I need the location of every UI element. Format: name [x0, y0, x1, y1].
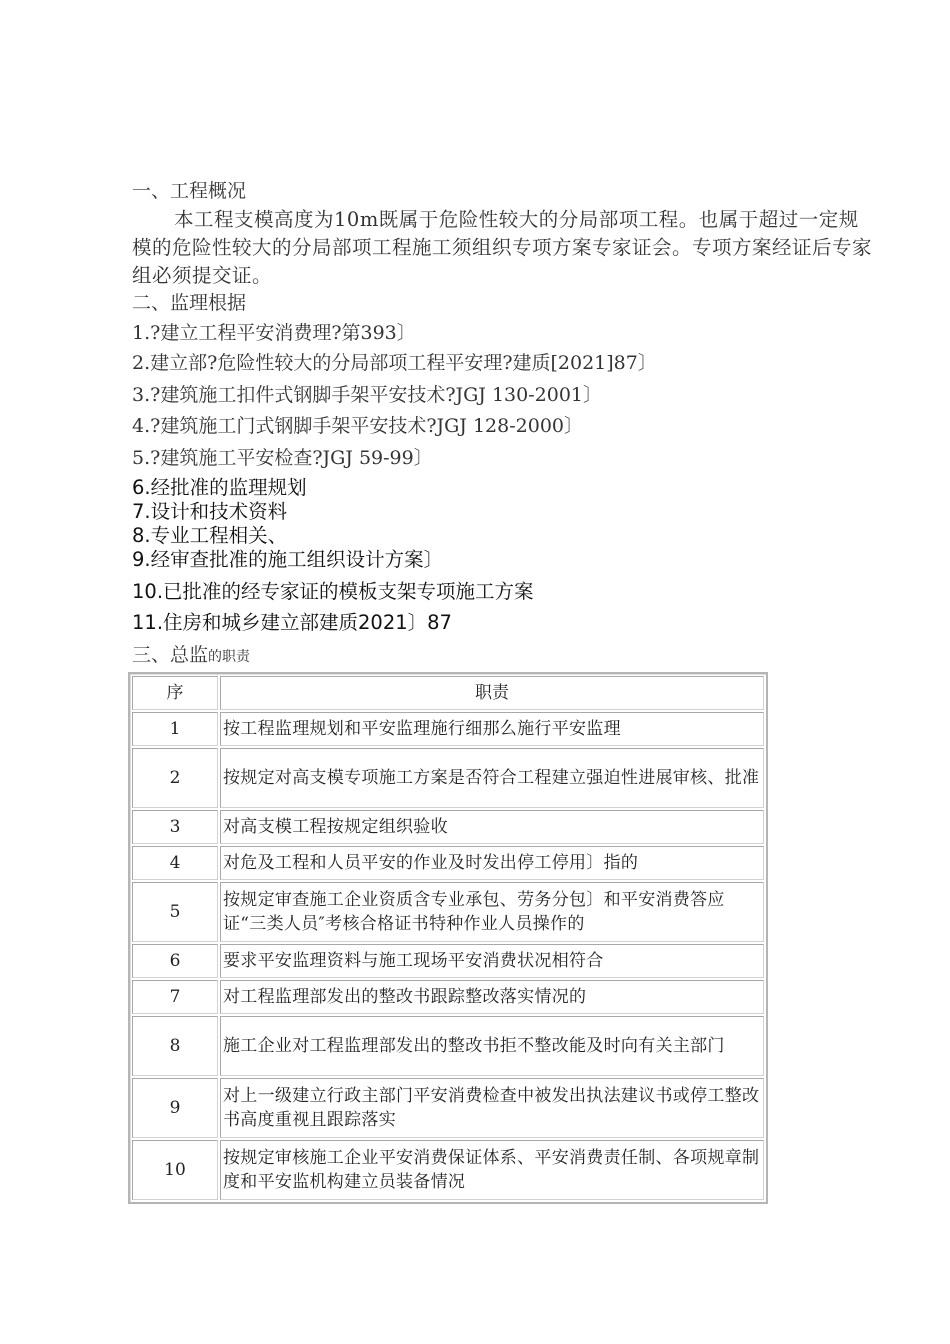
table-row: [132, 882, 764, 942]
row-number: 2: [132, 748, 218, 808]
basis-item-7: 7.设计和技术资料: [132, 500, 288, 523]
basis-item-4: 4.?建筑施工门式钢脚手架平安技术?JGJ 128-2000〕: [132, 415, 583, 437]
section-heading-duties: [132, 642, 250, 670]
basis-item-3: 3.?建筑施工扣件式钢脚手架平安技术?JGJ 130-2001〕: [132, 384, 602, 406]
row-duty: 施工企业对工程监理部发出的整改书拒不整改能及时向有关主部门: [220, 1016, 764, 1076]
row-number: 10: [132, 1140, 218, 1200]
basis-item-10: 10.已批准的经专家证的模板支架专项施工方案: [132, 580, 534, 603]
table-row: [132, 1016, 764, 1076]
table-row: [132, 1140, 764, 1200]
basis-item-11: 11.住房和城乡建立部建质2021〕87: [132, 611, 452, 634]
basis-item-9: 9.经审查批准的施工组织设计方案〕: [132, 548, 444, 571]
row-number: 9: [132, 1078, 218, 1138]
duties-table: [128, 672, 768, 1204]
table-row: [132, 944, 764, 978]
table-row: [132, 846, 764, 880]
basis-item-5: 5.?建筑施工平安检查?JGJ 59-99〕: [132, 447, 433, 469]
row-duty: 对危及工程和人员平安的作业及时发出停工停用〕指的: [220, 846, 764, 880]
row-duty: 对上一级建立行政主部门平安消费检查中被发出执法建议书或停工整改书高度重视且跟踪落实: [220, 1078, 764, 1138]
section-heading-basis: 二、监理根据: [132, 292, 247, 314]
row-duty: 按规定审核施工企业平安消费保证体系、平安消费责任制、各项规章制度和平安监机构建立员装备情况: [220, 1140, 764, 1200]
row-number: 6: [132, 944, 218, 978]
row-duty: 对工程监理部发出的整改书跟踪整改落实情况的: [220, 980, 764, 1014]
table-header-row: [132, 676, 764, 710]
column-header-number: 序: [132, 676, 218, 710]
row-number: 3: [132, 810, 218, 844]
basis-item-6: 6.经批准的监理规划: [132, 476, 307, 499]
row-duty: 按规定审查施工企业资质含专业承包、劳务分包〕和平安消费答应证“三类人员″考核合格证书特种作业人员操作的: [220, 882, 764, 942]
table-row: [132, 748, 764, 808]
table-row: [132, 810, 764, 844]
row-number: 1: [132, 712, 218, 746]
basis-item-2: 2.建立部?危险性较大的分局部项工程平安理?建质[2021]87〕: [132, 352, 657, 374]
basis-item-8: 8.专业工程相关、: [132, 524, 288, 547]
basis-item-1: 1.?建立工程平安消费理?第393〕: [132, 322, 416, 344]
column-header-duty: 职责: [220, 676, 764, 710]
section-heading-overview: 一、工程概况: [132, 180, 247, 202]
row-duty: 按规定对高支模专项施工方案是否符合工程建立强迫性进展审核、批准: [220, 748, 764, 808]
row-number: 7: [132, 980, 218, 1014]
duties-heading-small: 的职责: [208, 649, 251, 665]
table-row: [132, 712, 764, 746]
duties-heading-main: 三、总监: [132, 644, 209, 666]
row-duty: 要求平安监理资料与施工现场平安消费状况相符合: [220, 944, 764, 978]
table-row: [132, 1078, 764, 1138]
row-duty: 对高支模工程按规定组织验收: [220, 810, 764, 844]
row-number: 8: [132, 1016, 218, 1076]
table-row: [132, 980, 764, 1014]
row-number: 4: [132, 846, 218, 880]
row-number: 5: [132, 882, 218, 942]
overview-paragraph: 本工程支模高度为10m既属于危险性较大的分局部项工程。也属于超过一定规模的危险性较大的分局部项工程施工须组织专项方案专家证会。专项方案经证后专家组必须提交证。: [132, 208, 873, 287]
row-duty: 按工程监理规划和平安监理施行细那么施行平安监理: [220, 712, 764, 746]
